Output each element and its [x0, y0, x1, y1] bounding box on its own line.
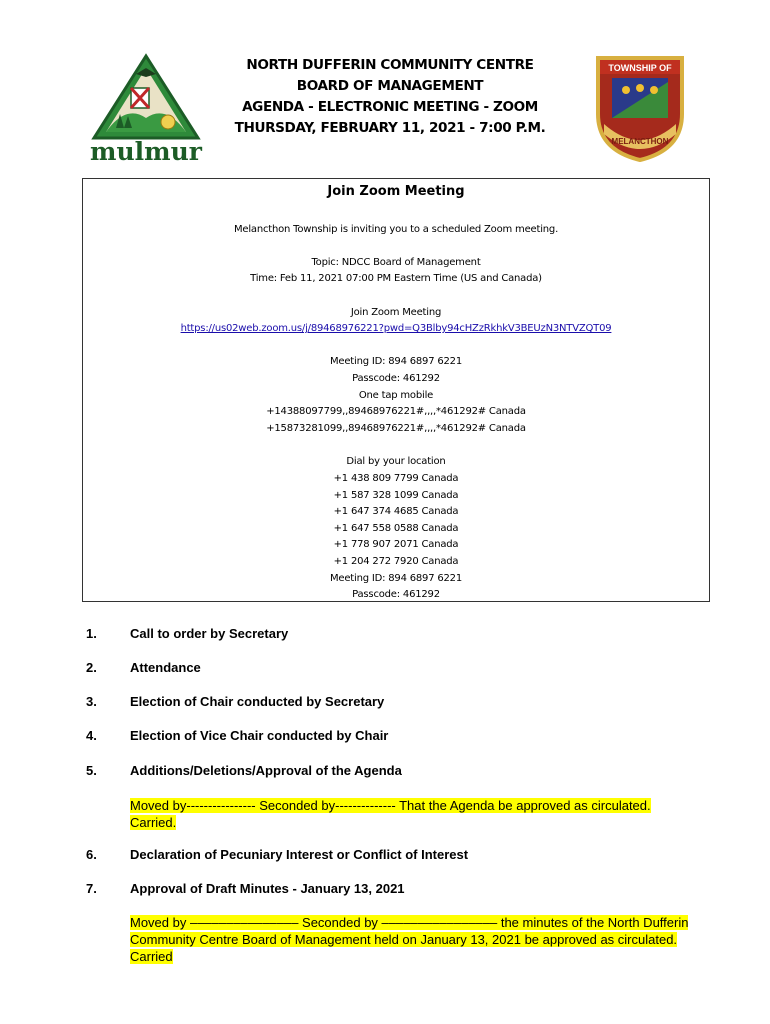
zoom-one-tap-2: +15873281099,,89468976221#,,,,*461292# Canada	[266, 423, 526, 434]
zoom-invite: Melancthon Township is inviting you to a scheduled Zoom meeting.	[233, 224, 559, 235]
zoom-title: Join Zoom Meeting	[327, 184, 465, 199]
zoom-passcode-2: Passcode: 461292	[352, 589, 440, 600]
header-line-4: THURSDAY, FEBRUARY 11, 2021 - 7:00 P.M.	[234, 120, 546, 136]
zoom-one-tap-1: +14388097799,,89468976221#,,,,*461292# Canada	[266, 406, 526, 417]
agenda-item-number: 1.	[86, 626, 97, 641]
zoom-dial-number: +1 778 907 2071 Canada	[333, 539, 459, 550]
page-header	[200, 55, 580, 139]
mulmur-logo	[86, 52, 206, 164]
agenda-item-text: Approval of Draft Minutes - January 13, 2021	[130, 881, 405, 896]
crest-top-text: TOWNSHIP OF	[608, 63, 672, 73]
agenda-item-number: 3.	[86, 694, 97, 709]
header-line-2: BOARD OF MANAGEMENT	[296, 78, 484, 94]
zoom-info-box	[82, 178, 710, 602]
zoom-join-label: Join Zoom Meeting	[350, 307, 442, 318]
zoom-dial-number: +1 587 328 1099 Canada	[333, 490, 459, 501]
agenda-item-text: Additions/Deletions/Approval of the Agenda	[130, 763, 402, 778]
agenda-item-number: 2.	[86, 660, 97, 675]
header-line-3: AGENDA - ELECTRONIC MEETING - ZOOM	[242, 99, 538, 115]
agenda-item-number: 5.	[86, 763, 97, 778]
zoom-time: Time: Feb 11, 2021 07:00 PM Eastern Time (US and Canada)	[250, 273, 542, 284]
zoom-meeting-id-2: Meeting ID: 894 6897 6221	[329, 573, 463, 584]
motion-line: Moved by ––––––––––––––– Seconded by –––––––––––––––– the minutes of the North Dufferin	[130, 915, 689, 930]
agenda-item-text: Declaration of Pecuniary Interest or Conflict of Interest	[130, 847, 469, 862]
agenda-item-text: Attendance	[130, 660, 201, 675]
motion-line: Carried.	[130, 815, 177, 830]
motion-line: Carried	[130, 949, 173, 964]
motion-line: Moved by---------------- Seconded by-------------- That the Agenda be approved as circulated.	[130, 798, 651, 813]
zoom-meeting-link[interactable]: https://us02web.zoom.us/j/89468976221?pwd=Q3Blby94cHZzRkhkV3BEUzN3NTVZQT09	[180, 323, 612, 334]
motion-agenda-approval	[130, 797, 710, 831]
zoom-dial-label: Dial by your location	[346, 456, 446, 467]
zoom-passcode: Passcode: 461292	[352, 373, 440, 384]
zoom-dial-number: +1 438 809 7799 Canada	[333, 473, 459, 484]
motion-line: Community Centre Board of Management held on January 13, 2021 be approved as circulated.	[130, 932, 678, 947]
zoom-meeting-id: Meeting ID: 894 6897 6221	[329, 356, 463, 367]
agenda-item-text: Call to order by Secretary	[130, 626, 289, 641]
zoom-dial-number: +1 647 558 0588 Canada	[333, 523, 459, 534]
agenda-item-number: 4.	[86, 728, 97, 743]
melancthon-crest	[590, 52, 690, 162]
mulmur-wordmark: mulmur	[90, 137, 202, 164]
agenda-item-text: Election of Chair conducted by Secretary	[130, 694, 385, 709]
zoom-one-tap-label: One tap mobile	[358, 390, 434, 401]
motion-minutes-approval	[130, 914, 710, 965]
agenda-item-number: 6.	[86, 847, 97, 862]
zoom-topic: Topic: NDCC Board of Management	[311, 257, 481, 268]
header-line-1: NORTH DUFFERIN COMMUNITY CENTRE	[246, 57, 534, 73]
zoom-dial-number: +1 647 374 4685 Canada	[333, 506, 459, 517]
zoom-dial-number: +1 204 272 7920 Canada	[333, 556, 459, 567]
agenda-item-text: Election of Vice Chair conducted by Chair	[130, 728, 389, 743]
agenda-item-number: 7.	[86, 881, 97, 896]
crest-bottom-text: MELANCTHON	[611, 137, 669, 146]
